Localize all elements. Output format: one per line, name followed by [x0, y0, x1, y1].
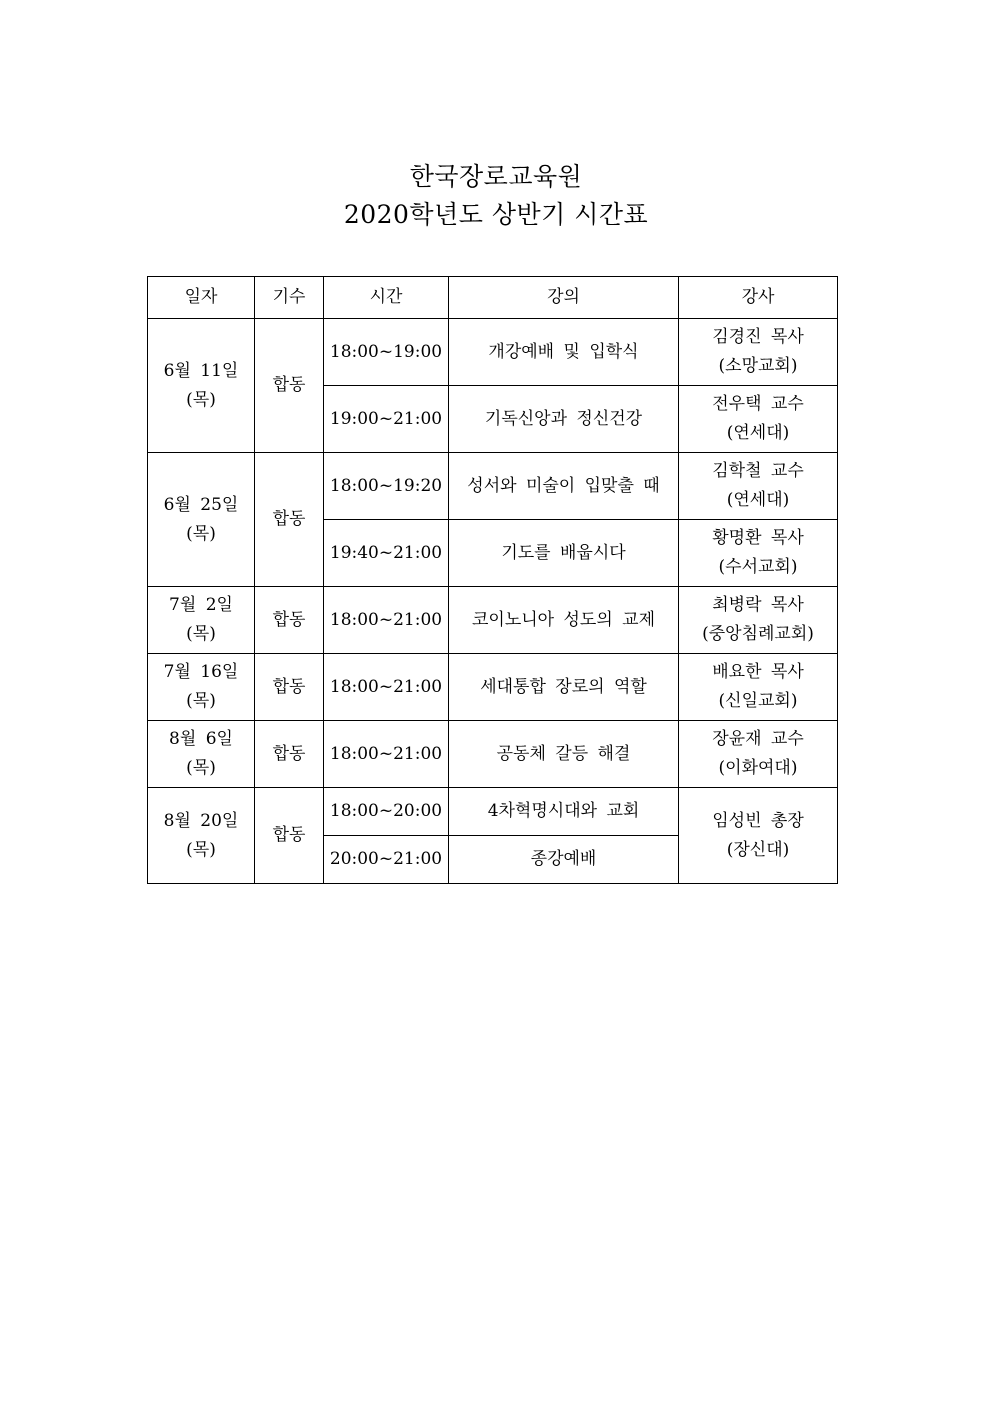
- lecturer-cell: [679, 520, 838, 587]
- date-cell: [148, 788, 255, 884]
- cohort-cell: 합동: [255, 788, 324, 884]
- lecturer-name: 배요한 목사: [712, 662, 804, 682]
- date-text: 8월 20일: [163, 810, 239, 831]
- lecture-cell: 개강예배 및 입학식: [449, 319, 679, 386]
- lecturer-org: (연세대): [726, 423, 790, 443]
- lecturer-cell: [679, 386, 838, 453]
- weekday-text: (목): [186, 839, 216, 860]
- time-cell: 20:00~21:00: [324, 836, 449, 884]
- cohort-cell: 합동: [255, 654, 324, 721]
- lecture-cell: 공동체 갈등 해결: [449, 721, 679, 788]
- weekday-text: (목): [186, 523, 216, 544]
- lecturer-name: 김학철 교수: [712, 461, 804, 481]
- time-cell: 18:00~20:00: [324, 788, 449, 836]
- lecturer-org: (수서교회): [718, 557, 798, 577]
- header-cohort: 기수: [255, 277, 324, 319]
- date-text: 8월 6일: [169, 729, 233, 749]
- time-cell: 18:00~21:00: [324, 654, 449, 721]
- table-row: [148, 721, 838, 788]
- lecturer-name: 김경진 목사: [712, 327, 804, 347]
- lecturer-org: (소망교회): [718, 356, 798, 376]
- table-row: [148, 319, 838, 386]
- cohort-cell: 합동: [255, 453, 324, 587]
- lecturer-org: (장신대): [726, 839, 790, 860]
- lecturer-cell: [679, 721, 838, 788]
- table-row: [148, 788, 838, 836]
- lecturer-cell: [679, 654, 838, 721]
- date-cell: [148, 721, 255, 788]
- lecturer-cell: [679, 453, 838, 520]
- date-cell: [148, 654, 255, 721]
- weekday-text: (목): [186, 389, 216, 410]
- time-cell: 19:40~21:00: [324, 520, 449, 587]
- date-cell: [148, 453, 255, 587]
- header-time: 시간: [324, 277, 449, 319]
- lecturer-name: 최병락 목사: [712, 595, 804, 615]
- date-cell: [148, 319, 255, 453]
- lecturer-org: (중앙침례교회): [702, 624, 814, 644]
- lecturer-org: (이화여대): [718, 758, 798, 778]
- header-lecturer: 강사: [679, 277, 838, 319]
- time-cell: 18:00~21:00: [324, 721, 449, 788]
- schedule-table: [147, 276, 838, 884]
- cohort-cell: 합동: [255, 587, 324, 654]
- weekday-text: (목): [186, 691, 216, 711]
- time-cell: 18:00~19:00: [324, 319, 449, 386]
- date-text: 6월 11일: [163, 360, 239, 381]
- weekday-text: (목): [186, 624, 216, 644]
- lecture-cell: 4차혁명시대와 교회: [449, 788, 679, 836]
- time-cell: 19:00~21:00: [324, 386, 449, 453]
- lecturer-name: 장윤재 교수: [712, 729, 804, 749]
- header-date: 일자: [148, 277, 255, 319]
- lecturer-cell: [679, 587, 838, 654]
- table-header-row: [148, 277, 838, 319]
- lecturer-name: 황명환 목사: [712, 528, 804, 548]
- header-lecture: 강의: [449, 277, 679, 319]
- lecturer-name: 전우택 교수: [712, 394, 804, 414]
- title-schedule: 2020학년도 상반기 시간표: [343, 200, 649, 229]
- lecturer-cell: [679, 788, 838, 884]
- date-text: 7월 16일: [163, 662, 239, 682]
- lecture-cell: 코이노니아 성도의 교제: [449, 587, 679, 654]
- lecturer-org: (신일교회): [718, 691, 798, 711]
- lecture-cell: 세대통합 장로의 역할: [449, 654, 679, 721]
- time-cell: 18:00~21:00: [324, 587, 449, 654]
- cohort-cell: 합동: [255, 721, 324, 788]
- document-title: [0, 158, 992, 234]
- cohort-cell: 합동: [255, 319, 324, 453]
- table-row: [148, 587, 838, 654]
- weekday-text: (목): [186, 758, 216, 778]
- time-cell: 18:00~19:20: [324, 453, 449, 520]
- table-row: [148, 654, 838, 721]
- lecturer-org: (연세대): [726, 490, 790, 510]
- date-text: 6월 25일: [163, 494, 239, 515]
- date-text: 7월 2일: [169, 595, 233, 615]
- lecturer-name: 임성빈 총장: [712, 810, 804, 831]
- lecture-cell: 기도를 배웁시다: [449, 520, 679, 587]
- title-institution: 한국장로교육원: [409, 162, 583, 191]
- lecturer-cell: [679, 319, 838, 386]
- lecture-cell: 기독신앙과 정신건강: [449, 386, 679, 453]
- date-cell: [148, 587, 255, 654]
- lecture-cell: 성서와 미술이 입맞출 때: [449, 453, 679, 520]
- lecture-cell: 종강예배: [449, 836, 679, 884]
- table-row: [148, 453, 838, 520]
